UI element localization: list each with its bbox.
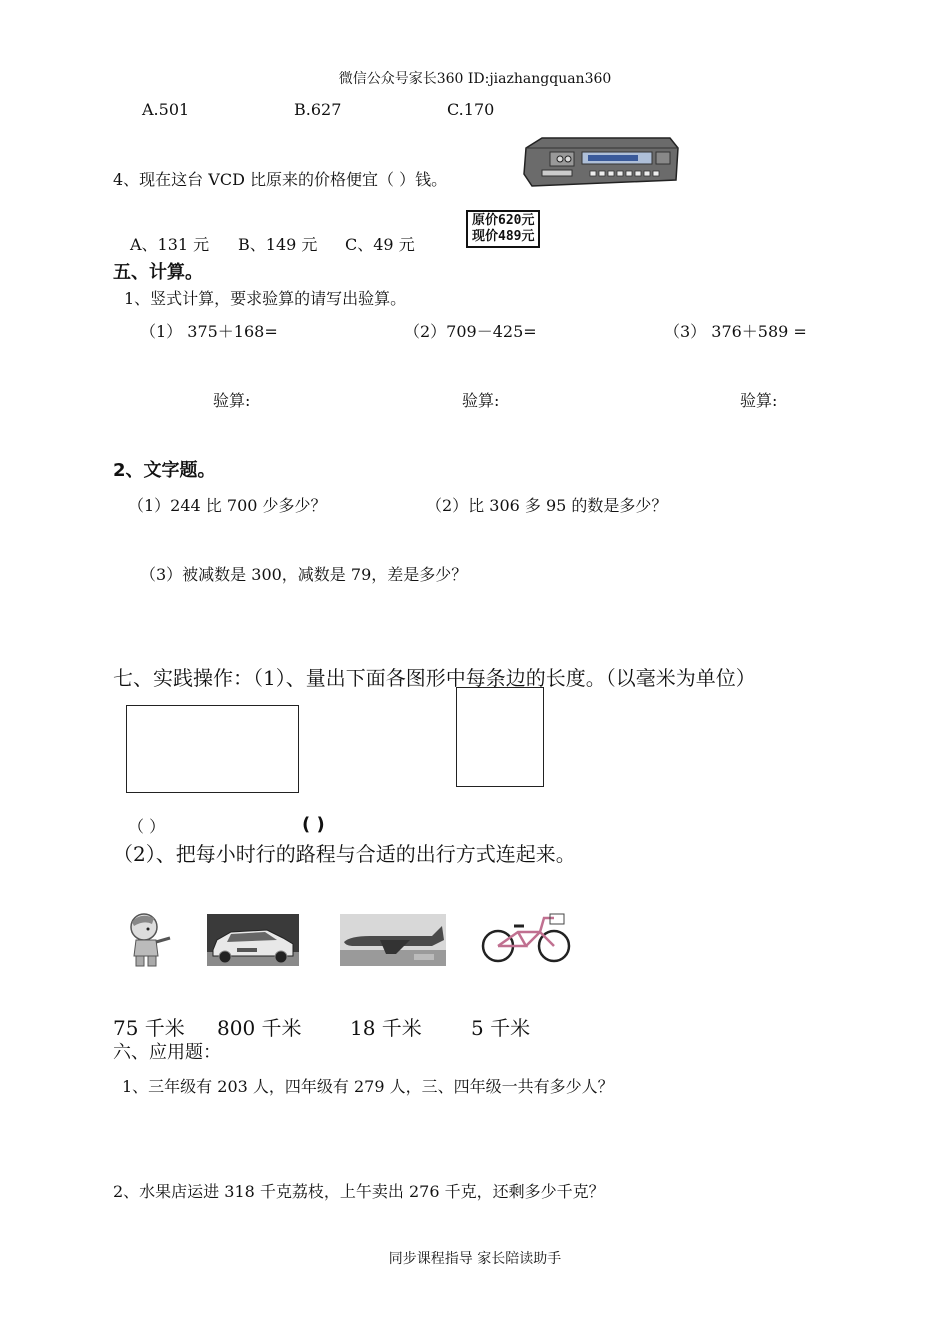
distance-800km: 800 千米 (217, 1016, 302, 1040)
section5-sub2-title: 2、文字题。 (113, 460, 216, 481)
distance-18km: 18 千米 (350, 1016, 422, 1040)
blank-square: ( ) (302, 814, 325, 835)
section5-sub1: 1、竖式计算，要求验算的请写出验算。 (124, 289, 407, 308)
q4-question: 4、现在这台 VCD 比原来的价格便宜（ ）钱。 (113, 170, 448, 189)
check-label-1: 验算: (213, 391, 251, 410)
rectangle-shape (126, 705, 299, 793)
q3-option-b: B.627 (294, 100, 342, 119)
q3-option-a: A.501 (142, 100, 190, 119)
check-label-2: 验算: (462, 391, 500, 410)
calc-problem-2: （2）709－425= (404, 322, 537, 341)
application-q1: 1、三年级有 203 人，四年级有 279 人，三、四年级一共有多少人？ (122, 1077, 614, 1096)
calc-problem-3: （3） 376＋589 = (664, 322, 807, 341)
distance-75km: 75 千米 (113, 1016, 185, 1040)
check-label-3: 验算: (740, 391, 778, 410)
calc-problem-1: （1） 375＋168= (140, 322, 278, 341)
word-problem-3: （3）被减数是 300，减数是 79，差是多少？ (140, 565, 468, 584)
section5-title: 五、计算。 (113, 262, 203, 283)
price-now: 现价489元 (472, 229, 535, 244)
airplane-image (340, 914, 446, 966)
vcd-player-image (520, 134, 680, 190)
square-shape (456, 687, 544, 787)
price-original: 原价620元 (472, 213, 535, 228)
page-footer: 同步课程指导 家长陪读助手 (388, 1251, 562, 1267)
application-q2: 2、水果店运进 318 千克荔枝，上午卖出 276 千克，还剩多少千克？ (113, 1182, 605, 1201)
section7-title: 七、实践操作：（1）、量出下面各图形中每条边的长度。（以毫米为单位） (113, 666, 756, 690)
q4-option-c: C、49 元 (345, 235, 415, 254)
q4-option-a: A、131 元 (130, 235, 210, 254)
q3-option-c: C.170 (447, 100, 495, 119)
word-problem-1: （1）244 比 700 少多少？ (128, 496, 327, 515)
bicycle-image (478, 910, 574, 966)
section6-title: 六、应用题： (113, 1042, 221, 1063)
word-problem-2: （2）比 306 多 95 的数是多少？ (426, 496, 668, 515)
blank-rectangle: （ ） (128, 817, 166, 836)
price-tag (466, 210, 540, 248)
car-image (207, 914, 299, 966)
section7-part2: （2）、把每小时行的路程与合适的出行方式连起来。 (113, 842, 576, 866)
page-header: 微信公众号家长360 ID:jiazhangquan360 (338, 71, 612, 87)
walking-boy-image (118, 910, 176, 968)
distance-5km: 5 千米 (471, 1016, 531, 1040)
q4-option-b: B、149 元 (238, 235, 318, 254)
